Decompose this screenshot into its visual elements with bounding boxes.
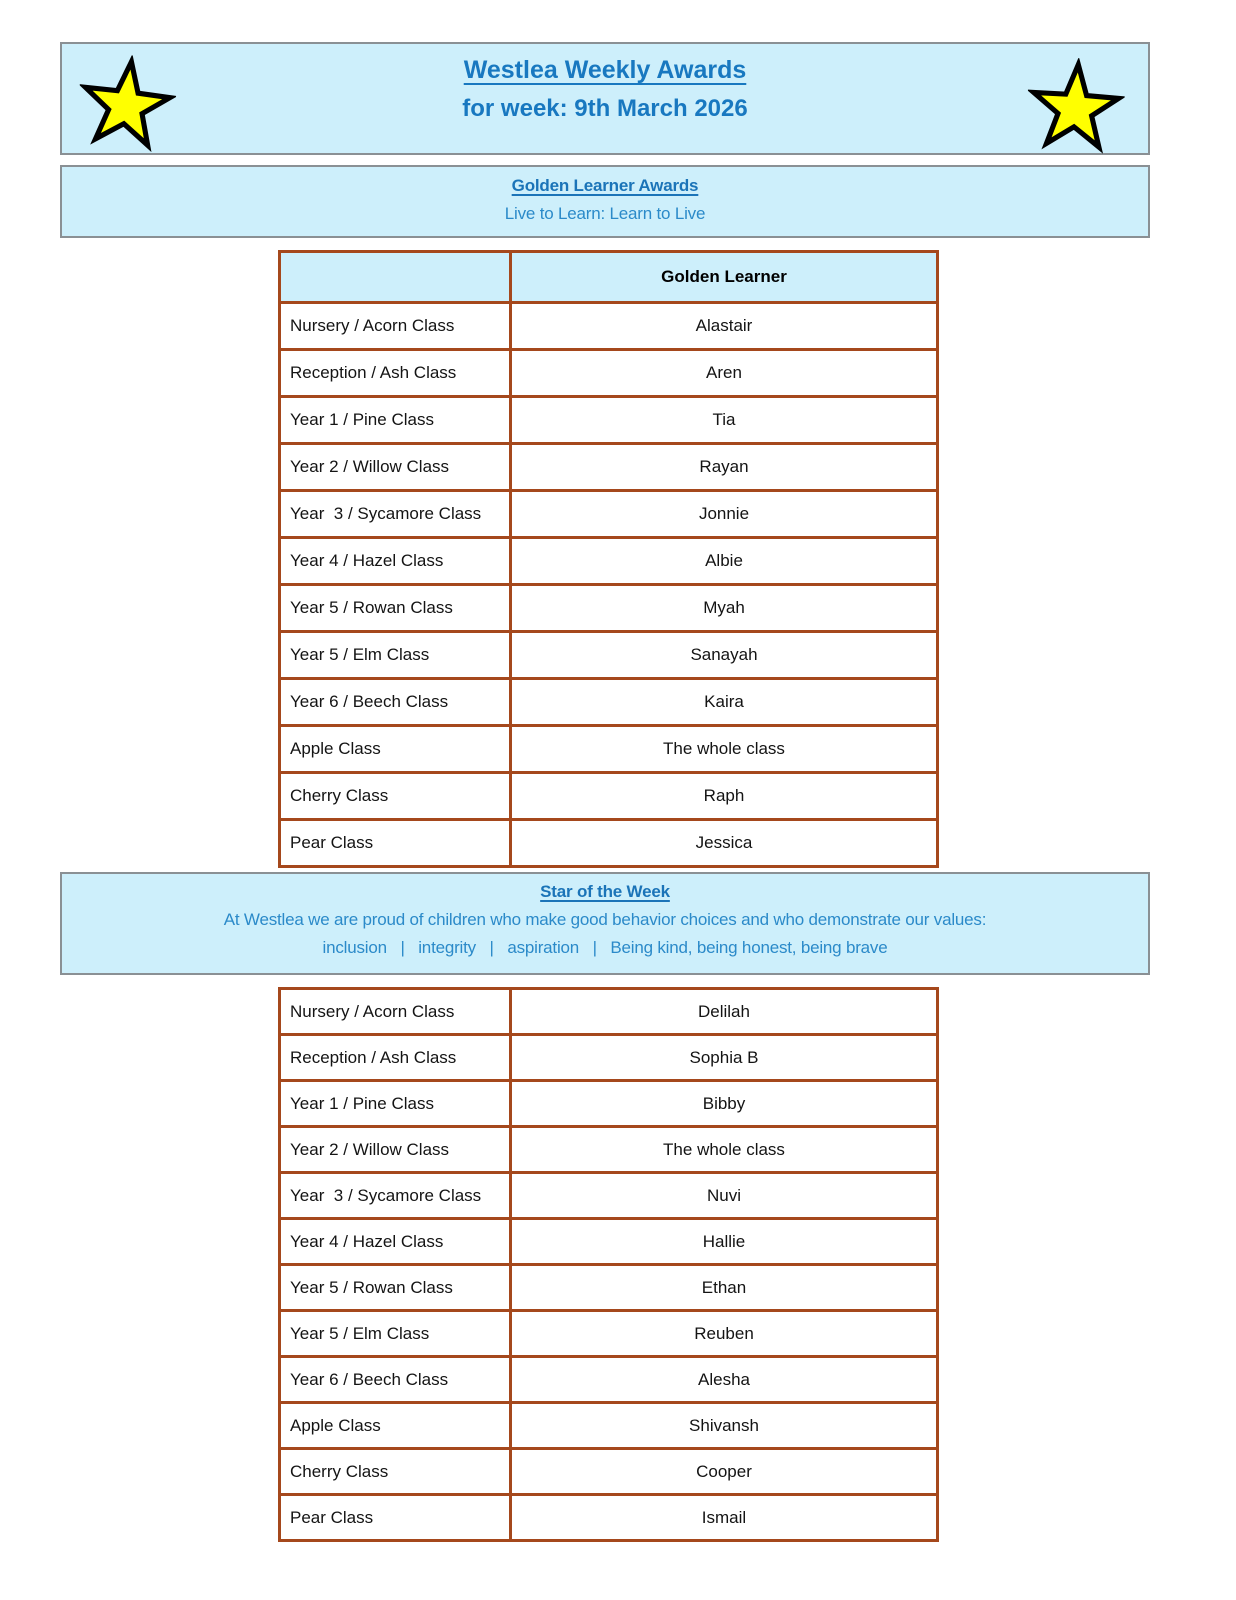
golden-learner-table [278,250,939,868]
winner-cell: Delilah [511,989,938,1035]
table-row [280,726,938,773]
class-cell: Apple Class [280,1403,511,1449]
class-cell: Year 2 / Willow Class [280,1127,511,1173]
class-cell: Nursery / Acorn Class [280,989,511,1035]
table-row [280,1127,938,1173]
star-of-week-banner [60,872,1150,975]
winner-cell: Jonnie [511,491,938,538]
class-cell: Cherry Class [280,1449,511,1495]
header-banner [60,42,1150,155]
table-row [280,679,938,726]
table-row [280,1173,938,1219]
winner-cell: Hallie [511,1219,938,1265]
class-cell: Year 3 / Sycamore Class [280,491,511,538]
table-row [280,1403,938,1449]
winner-cell: Bibby [511,1081,938,1127]
table-row [280,1311,938,1357]
table-header-row [280,252,938,303]
winner-cell: Albie [511,538,938,585]
class-cell: Year 2 / Willow Class [280,444,511,491]
table-row [280,538,938,585]
golden-learner-heading: Golden Learner Awards [511,176,699,195]
winner-cell: The whole class [511,1127,938,1173]
class-cell: Year 3 / Sycamore Class [280,1173,511,1219]
class-cell: Year 6 / Beech Class [280,1357,511,1403]
class-cell: Year 1 / Pine Class [280,1081,511,1127]
winner-cell: Sanayah [511,632,938,679]
class-cell: Year 5 / Elm Class [280,1311,511,1357]
winner-cell: The whole class [511,726,938,773]
winner-cell: Aren [511,350,938,397]
winner-cell: Tia [511,397,938,444]
class-cell: Year 1 / Pine Class [280,397,511,444]
winner-cell: Sophia B [511,1035,938,1081]
table-row [280,773,938,820]
winner-cell: Reuben [511,1311,938,1357]
table-row [280,1035,938,1081]
table-row [280,632,938,679]
class-cell: Cherry Class [280,773,511,820]
winner-cell: Myah [511,585,938,632]
class-cell: Year 5 / Rowan Class [280,1265,511,1311]
class-cell: Year 4 / Hazel Class [280,1219,511,1265]
table-row [280,1357,938,1403]
table-row [280,303,938,350]
star-of-week-line1: At Westlea we are proud of children who make good behavior choices and who demonstrate our values: [223,910,987,929]
table-row [280,1495,938,1541]
table-row [280,397,938,444]
page-subtitle: for week: 9th March 2026 [462,95,748,122]
table-row [280,491,938,538]
star-of-week-values: inclusion | integrity | aspiration | Being kind, being honest, being brave [322,938,888,957]
winner-cell: Jessica [511,820,938,867]
winner-cell: Ismail [511,1495,938,1541]
star-icon-right [1024,55,1127,156]
header-empty-cell [280,252,511,303]
winner-cell: Alesha [511,1357,938,1403]
class-cell: Year 5 / Elm Class [280,632,511,679]
winner-cell: Ethan [511,1265,938,1311]
class-cell: Year 5 / Rowan Class [280,585,511,632]
class-cell: Pear Class [280,1495,511,1541]
golden-learner-tagline: Live to Learn: Learn to Live [504,204,706,223]
star-of-week-table [278,987,939,1542]
winner-cell: Rayan [511,444,938,491]
winner-cell: Alastair [511,303,938,350]
class-cell: Reception / Ash Class [280,350,511,397]
star-icon-left [73,49,181,154]
class-cell: Year 6 / Beech Class [280,679,511,726]
table-row [280,1081,938,1127]
table-row [280,1219,938,1265]
winner-cell: Kaira [511,679,938,726]
table-row [280,989,938,1035]
class-cell: Pear Class [280,820,511,867]
winner-cell: Raph [511,773,938,820]
table-row [280,585,938,632]
winner-cell: Nuvi [511,1173,938,1219]
winner-cell: Cooper [511,1449,938,1495]
table-row [280,1265,938,1311]
winner-cell: Shivansh [511,1403,938,1449]
header-golden-learner: Golden Learner [511,252,938,303]
class-cell: Apple Class [280,726,511,773]
star-of-week-heading: Star of the Week [540,882,670,901]
page-title: Westlea Weekly Awards [463,56,747,84]
class-cell: Reception / Ash Class [280,1035,511,1081]
table-row [280,820,938,867]
golden-learner-banner [60,165,1150,238]
table-row [280,1449,938,1495]
table-row [280,350,938,397]
class-cell: Year 4 / Hazel Class [280,538,511,585]
class-cell: Nursery / Acorn Class [280,303,511,350]
table-row [280,444,938,491]
